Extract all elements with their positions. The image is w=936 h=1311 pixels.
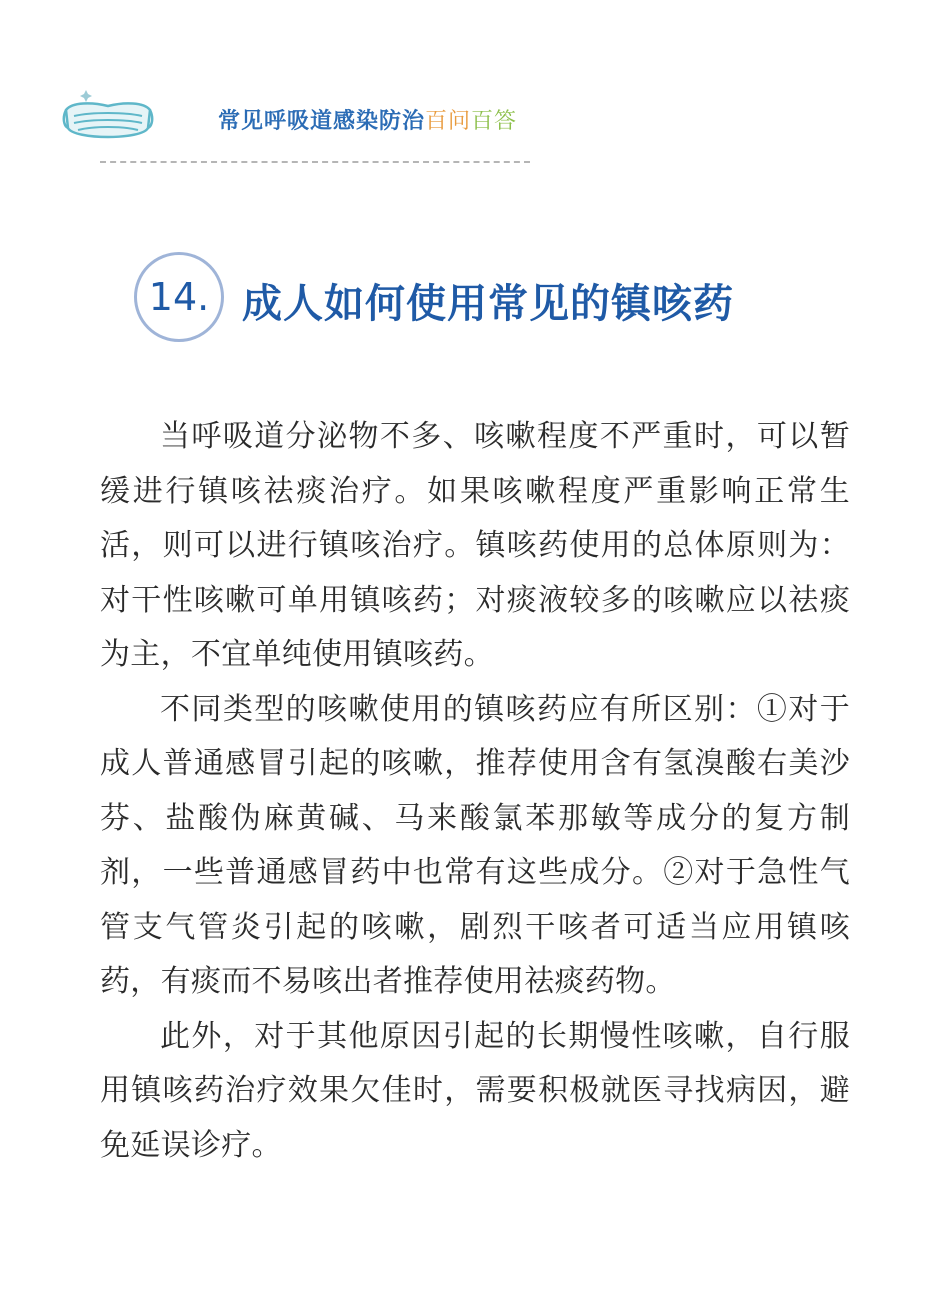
question-title: 成人如何使用常见的镇咳药 bbox=[242, 281, 734, 327]
question-number: 14. bbox=[148, 275, 210, 319]
page-header bbox=[0, 0, 936, 175]
face-mask-icon bbox=[62, 88, 154, 146]
book-title-main: 常见呼吸道感染防治 bbox=[218, 109, 426, 134]
paragraph: 当呼吸道分泌物不多、咳嗽程度不严重时，可以暂缓进行镇咳祛痰治疗。如果咳嗽程度严重影响正常生活，则可以进行镇咳治疗。镇咳药使用的总体原则为：对干性咳嗽可单用镇咳药；对痰液较多的咳嗽应以祛痰为主，不宜单纯使用镇咳药。 bbox=[100, 419, 850, 672]
book-title-accent-1: 百问 bbox=[425, 109, 472, 134]
book-title-accent-2: 百答 bbox=[471, 109, 518, 134]
article-body bbox=[100, 410, 850, 1173]
header-divider bbox=[100, 161, 530, 163]
book-title bbox=[218, 104, 517, 135]
paragraph: 不同类型的咳嗽使用的镇咳药应有所区别：①对于成人普通感冒引起的咳嗽，推荐使用含有氢溴酸右美沙芬、盐酸伪麻黄碱、马来酸氯苯那敏等成分的复方制剂，一些普通感冒药中也常有这些成分。②对于急性气管支气管炎引起的咳嗽，剧烈干咳者可适当应用镇咳药，有痰而不易咳出者推荐使用祛痰药物。 bbox=[100, 691, 850, 999]
paragraph: 此外，对于其他原因引起的长期慢性咳嗽，自行服用镇咳药治疗效果欠佳时，需要积极就医寻找病因，避免延误诊疗。 bbox=[100, 1018, 850, 1163]
